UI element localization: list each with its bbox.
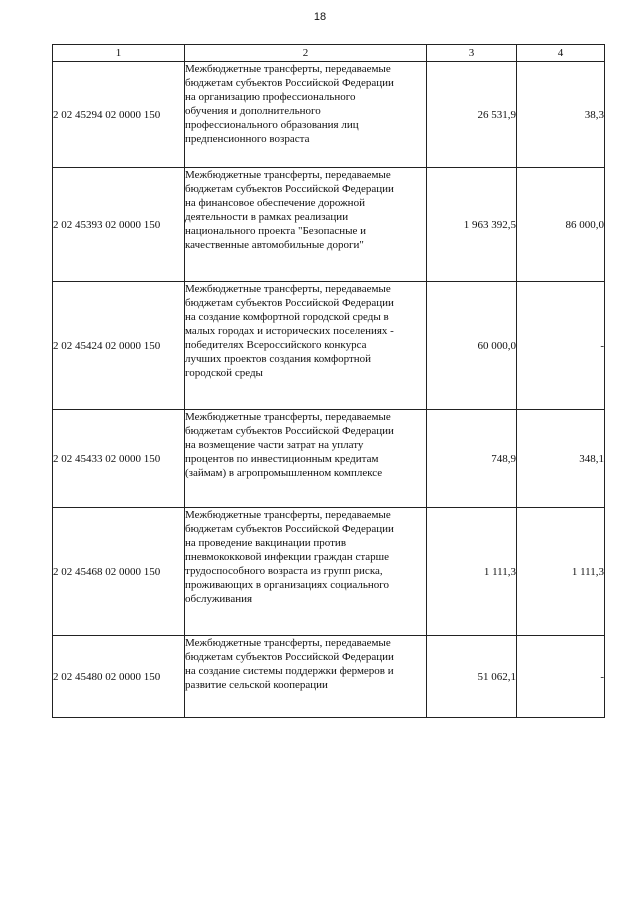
amount-col3-cell: 60 000,0 xyxy=(427,282,517,410)
description-line: профессионального образования лиц xyxy=(185,119,359,131)
column-header-4: 4 xyxy=(517,45,605,62)
table-row xyxy=(53,636,605,718)
description-line: лучших проектов создания комфортной xyxy=(185,353,372,365)
description-line: малых городах и исторических поселениях - xyxy=(185,325,394,337)
description-line: на создание системы поддержки фермеров и xyxy=(185,665,394,677)
column-header-1: 1 xyxy=(53,45,185,62)
budget-code-cell: 2 02 45294 02 0000 150 xyxy=(53,62,185,168)
description-line: предпенсионного возраста xyxy=(185,133,310,145)
description-line: городской среды xyxy=(185,367,263,379)
table-row xyxy=(53,282,605,410)
description-cell xyxy=(185,508,427,636)
description-line: бюджетам субъектов Российской Федерации xyxy=(185,523,394,535)
table-row xyxy=(53,62,605,168)
description-line: деятельности в рамках реализации xyxy=(185,211,349,223)
description-line: Межбюджетные трансферты, передаваемые xyxy=(185,63,391,75)
column-header-3: 3 xyxy=(427,45,517,62)
description-line: на финансовое обеспечение дорожной xyxy=(185,197,365,209)
description-line: обслуживания xyxy=(185,593,253,605)
amount-col3-cell: 26 531,9 xyxy=(427,62,517,168)
description-line: процентов по инвестиционным кредитам xyxy=(185,453,379,465)
description-line: Межбюджетные трансферты, передаваемые xyxy=(185,283,391,295)
description-line: на создание комфортной городской среды в xyxy=(185,311,389,323)
amount-col4-cell: - xyxy=(517,636,605,718)
description-line: бюджетам субъектов Российской Федерации xyxy=(185,183,394,195)
amount-col3-cell: 748,9 xyxy=(427,410,517,508)
budget-code-cell: 2 02 45424 02 0000 150 xyxy=(53,282,185,410)
description-cell xyxy=(185,168,427,282)
description-cell xyxy=(185,636,427,718)
amount-col4-cell: 38,3 xyxy=(517,62,605,168)
amount-col4-cell: 86 000,0 xyxy=(517,168,605,282)
table-row xyxy=(53,508,605,636)
budget-table xyxy=(52,44,605,718)
amount-col3-cell: 1 963 392,5 xyxy=(427,168,517,282)
description-line: на проведение вакцинации против xyxy=(185,537,347,549)
budget-code-cell: 2 02 45468 02 0000 150 xyxy=(53,508,185,636)
description-line: Межбюджетные трансферты, передаваемые xyxy=(185,169,391,181)
description-line: Межбюджетные трансферты, передаваемые xyxy=(185,637,391,649)
description-line: бюджетам субъектов Российской Федерации xyxy=(185,425,394,437)
description-line: национального проекта "Безопасные и xyxy=(185,225,367,237)
description-cell xyxy=(185,410,427,508)
description-line: трудоспособного возраста из групп риска, xyxy=(185,565,383,577)
description-cell xyxy=(185,282,427,410)
amount-col3-cell: 51 062,1 xyxy=(427,636,517,718)
description-line: (займам) в агропромышленном комплексе xyxy=(185,467,383,479)
amount-col4-cell: 348,1 xyxy=(517,410,605,508)
description-line: качественные автомобильные дороги" xyxy=(185,239,364,251)
table-header-row xyxy=(53,45,605,62)
column-header-2: 2 xyxy=(185,45,427,62)
page-number: 18 xyxy=(313,11,327,23)
budget-code-cell: 2 02 45393 02 0000 150 xyxy=(53,168,185,282)
table-row xyxy=(53,168,605,282)
description-line: на организацию профессионального xyxy=(185,91,356,103)
description-line: на возмещение части затрат на уплату xyxy=(185,439,364,451)
description-line: проживающих в организациях социального xyxy=(185,579,390,591)
description-line: пневмококковой инфекции граждан старше xyxy=(185,551,389,563)
amount-col4-cell: - xyxy=(517,282,605,410)
description-line: обучения и дополнительного xyxy=(185,105,321,117)
description-line: бюджетам субъектов Российской Федерации xyxy=(185,651,394,663)
amount-col4-cell: 1 111,3 xyxy=(517,508,605,636)
description-line: Межбюджетные трансферты, передаваемые xyxy=(185,509,391,521)
table-row xyxy=(53,410,605,508)
budget-code-cell: 2 02 45433 02 0000 150 xyxy=(53,410,185,508)
description-line: победителях Всероссийского конкурса xyxy=(185,339,367,351)
budget-code-cell: 2 02 45480 02 0000 150 xyxy=(53,636,185,718)
amount-col3-cell: 1 111,3 xyxy=(427,508,517,636)
description-line: бюджетам субъектов Российской Федерации xyxy=(185,297,394,309)
description-cell xyxy=(185,62,427,168)
description-line: Межбюджетные трансферты, передаваемые xyxy=(185,411,391,423)
description-line: бюджетам субъектов Российской Федерации xyxy=(185,77,394,89)
description-line: развитие сельской кооперации xyxy=(185,679,328,691)
